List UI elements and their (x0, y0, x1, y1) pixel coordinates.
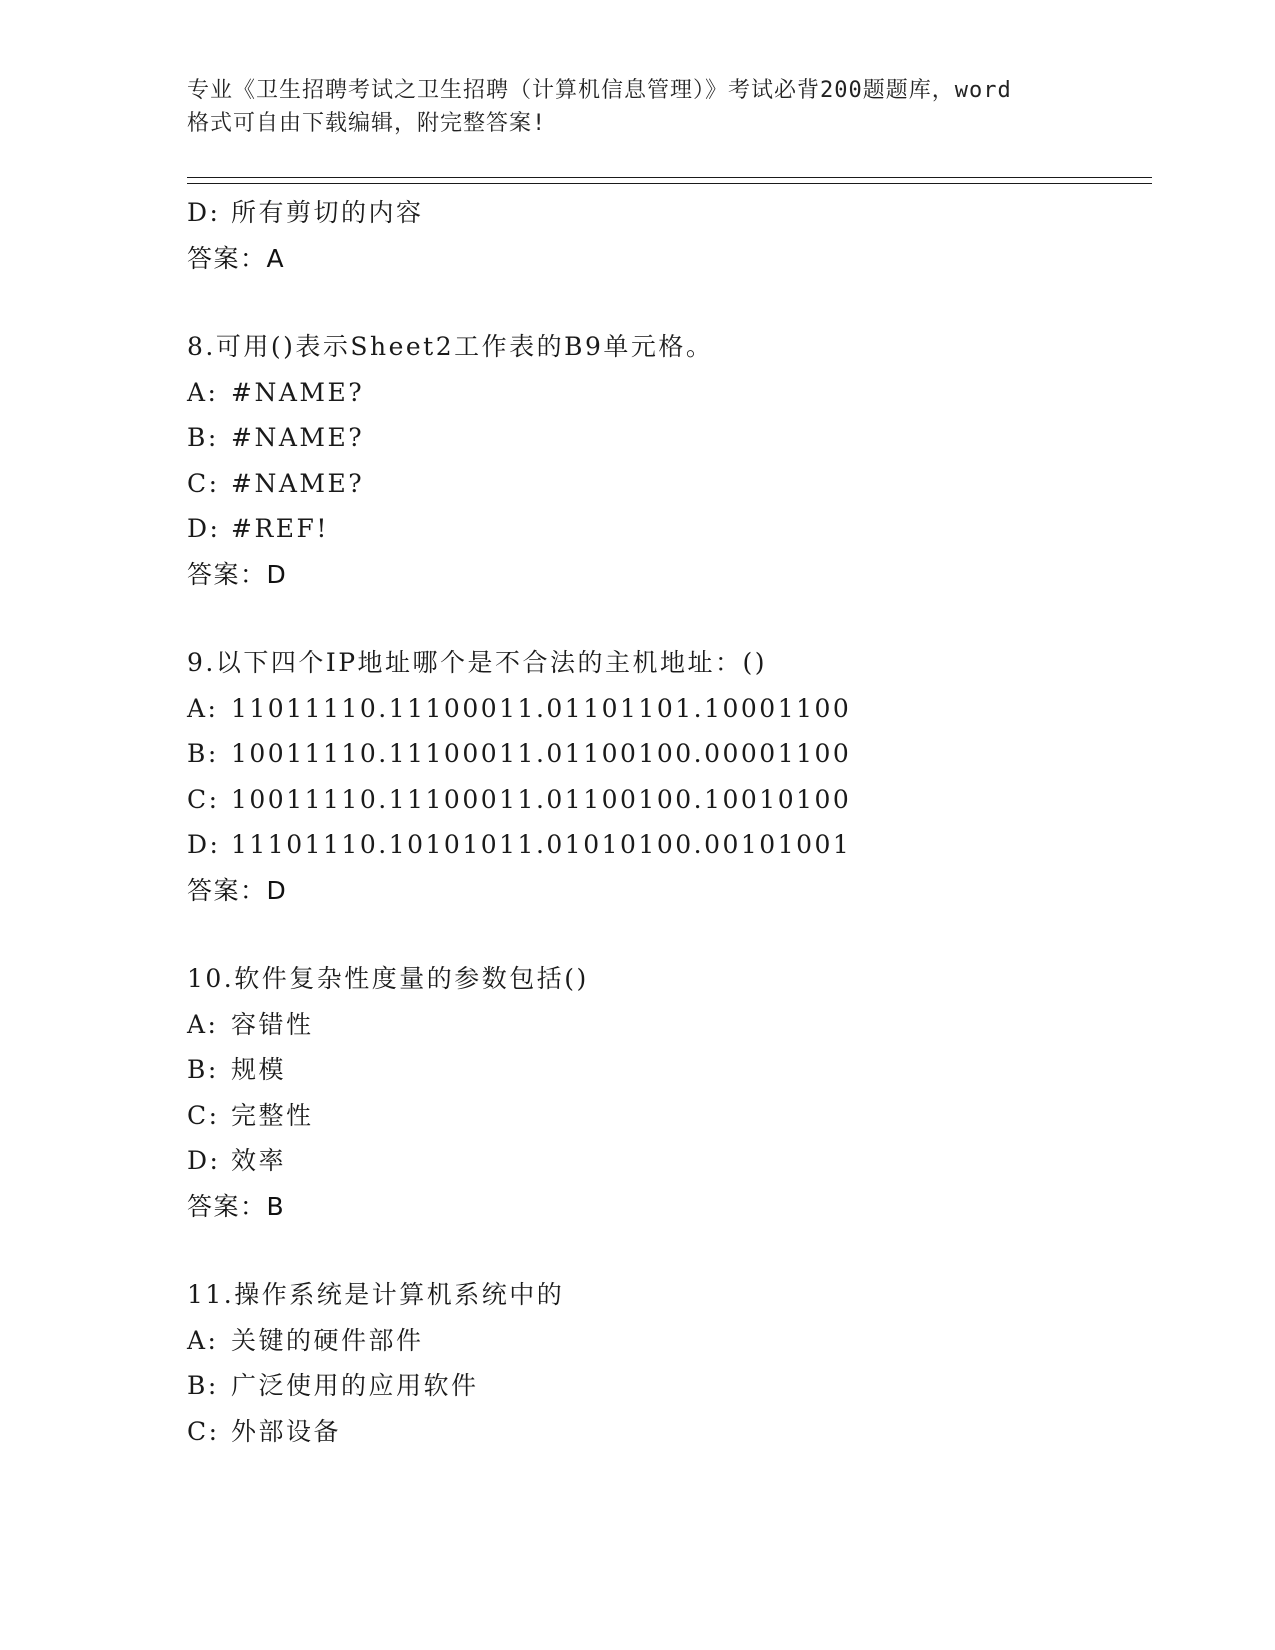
option-label: B: (187, 1055, 219, 1084)
spacer (187, 281, 1147, 324)
question-stem: 8.可用()表示Sheet2工作表的B9单元格。 (187, 332, 714, 361)
header-rule-bottom (187, 183, 1152, 184)
option-text: 规模 (231, 1055, 287, 1084)
option-label: C: (187, 1416, 220, 1446)
option-d (187, 822, 1147, 868)
option-c (187, 461, 1147, 507)
spacer (187, 597, 1147, 640)
option-text: #NAME? (231, 468, 365, 498)
option-label: B: (187, 423, 219, 452)
option-label: B: (187, 739, 219, 768)
option-c (187, 777, 1147, 823)
spacer (187, 913, 1147, 956)
option-label: C: (187, 784, 220, 814)
option-text: 所有剪切的内容 (231, 198, 424, 227)
header-line-2: 格式可自由下载编辑，附完整答案! (187, 111, 547, 136)
option-text: 容错性 (231, 1009, 314, 1039)
option-text: 关键的硬件部件 (231, 1325, 424, 1355)
question-block-prev (187, 190, 1147, 281)
option-text: 效率 (231, 1146, 287, 1175)
option-d (187, 506, 1147, 552)
option-a (187, 686, 1147, 732)
question-list (187, 190, 1147, 1454)
header-rule-top (187, 177, 1152, 178)
question-stem: 10.软件复杂性度量的参数包括() (187, 964, 589, 993)
option-label: D: (187, 514, 221, 543)
option-b (187, 1363, 1147, 1409)
option-a (187, 370, 1147, 416)
option-text: 10011110.11100011.01100100.10010100 (231, 784, 852, 814)
option-text: 完整性 (231, 1100, 314, 1130)
spacer (187, 1229, 1147, 1272)
option-label: D: (187, 830, 221, 859)
option-label: C: (187, 1100, 220, 1130)
option-label: D: (187, 1146, 221, 1175)
option-text: 广泛使用的应用软件 (231, 1371, 479, 1400)
option-text: 11011110.11100011.01101101.10001100 (231, 693, 852, 723)
question-block-10 (187, 956, 1147, 1229)
option-label: A: (187, 693, 219, 723)
option-d (187, 1138, 1147, 1184)
option-label: A: (187, 1009, 219, 1039)
option-text: 10011110.11100011.01100100.00001100 (231, 739, 852, 768)
option-c (187, 1409, 1147, 1455)
question-block-9 (187, 640, 1147, 913)
header-line-1: 专业《卫生招聘考试之卫生招聘（计算机信息管理）》考试必背200题题库，word (187, 78, 1012, 103)
option-label: C: (187, 468, 220, 498)
option-label: A: (187, 1325, 219, 1355)
option-b (187, 1047, 1147, 1093)
option-text: #REF! (231, 514, 329, 543)
option-text: 11101110.10101011.01010100.00101001 (231, 830, 852, 859)
question-block-8 (187, 324, 1147, 597)
answer-line: 答案：B (187, 1191, 286, 1221)
option-d (187, 190, 1147, 236)
answer-line: 答案：D (187, 559, 288, 589)
option-a (187, 1318, 1147, 1364)
option-c (187, 1093, 1147, 1139)
answer-line: 答案：D (187, 875, 288, 905)
option-text: 外部设备 (231, 1416, 342, 1446)
option-a (187, 1002, 1147, 1048)
option-label: D: (187, 198, 221, 227)
option-b (187, 731, 1147, 777)
answer-line: 答案：A (187, 243, 286, 273)
question-stem: 9.以下四个IP地址哪个是不合法的主机地址：() (187, 648, 768, 677)
question-block-11 (187, 1272, 1147, 1454)
document-header (187, 74, 1087, 140)
option-label: A: (187, 377, 219, 407)
option-text: #NAME? (231, 377, 365, 407)
option-b (187, 415, 1147, 461)
option-label: B: (187, 1371, 219, 1400)
option-text: #NAME? (231, 423, 365, 452)
question-stem: 11.操作系统是计算机系统中的 (187, 1280, 565, 1309)
